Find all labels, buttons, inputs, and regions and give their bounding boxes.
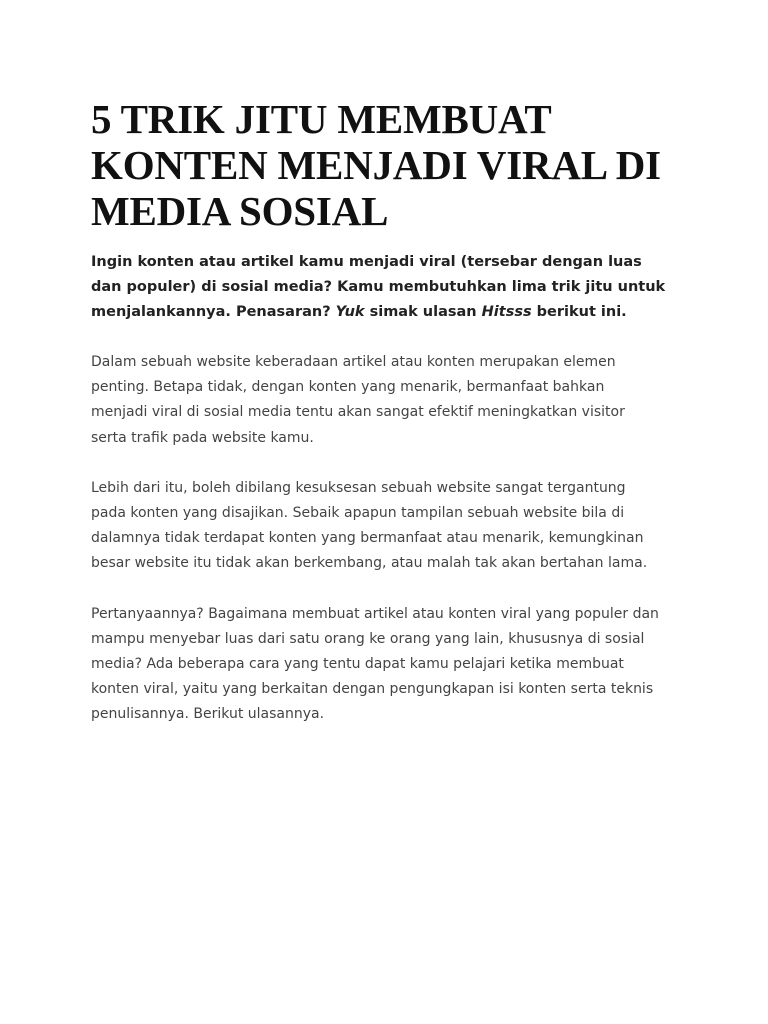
paragraph-line: mampu menyebar luas dari satu orang ke orang yang lain, khususnya di sosial bbox=[91, 630, 645, 647]
paragraph-line: penulisannya. Berikut ulasannya. bbox=[91, 706, 325, 723]
paragraph-line: serta trafik pada website kamu. bbox=[91, 429, 314, 446]
lead-line: Ingin konten atau artikel kamu menjadi viral (tersebar dengan luas bbox=[91, 254, 642, 270]
paragraph-line: menjadi viral di sosial media tentu akan sangat efektif meningkatkan visitor bbox=[91, 404, 625, 421]
article-title bbox=[91, 96, 701, 234]
paragraph-line: pada konten yang disajikan. Sebaik apapun tampilan sebuah website bila di bbox=[91, 505, 625, 522]
body-paragraph-3 bbox=[91, 602, 701, 728]
lead-text: menjalankannya. Penasaran? bbox=[91, 304, 336, 320]
lead-paragraph bbox=[91, 250, 701, 325]
paragraph-line: Pertanyaannya? Bagaimana membuat artikel atau konten viral yang populer dan bbox=[91, 605, 659, 622]
title-line: 5 TRIK JITU MEMBUAT bbox=[91, 96, 552, 142]
paragraph-line: Lebih dari itu, boleh dibilang kesuksesan sebuah website sangat tergantung bbox=[91, 479, 626, 496]
lead-emphasis-yuk: Yuk bbox=[335, 304, 365, 320]
body-paragraph-2 bbox=[91, 476, 701, 577]
body-paragraph-1 bbox=[91, 350, 701, 451]
title-line: MEDIA SOSIAL bbox=[91, 188, 389, 234]
lead-line bbox=[91, 300, 701, 325]
paragraph-line: besar website itu tidak akan berkembang, atau malah tak akan bertahan lama. bbox=[91, 555, 648, 572]
paragraph-line: dalamnya tidak terdapat konten yang bermanfaat atau menarik, kemungkinan bbox=[91, 530, 644, 547]
title-line: KONTEN MENJADI VIRAL DI bbox=[91, 142, 661, 188]
paragraph-line: konten viral, yaitu yang berkaitan dengan pengungkapan isi konten serta teknis bbox=[91, 681, 654, 698]
paragraph-line: penting. Betapa tidak, dengan konten yang menarik, bermanfaat bahkan bbox=[91, 379, 605, 396]
paragraph-line: Dalam sebuah website keberadaan artikel atau konten merupakan elemen bbox=[91, 354, 616, 370]
lead-text: berikut ini. bbox=[531, 304, 627, 320]
lead-line: dan populer) di sosial media? Kamu membutuhkan lima trik jitu untuk bbox=[91, 279, 666, 295]
article-body bbox=[91, 96, 701, 728]
lead-text: simak ulasan bbox=[364, 304, 482, 320]
paragraph-line: media? Ada beberapa cara yang tentu dapat kamu pelajari ketika membuat bbox=[91, 656, 624, 673]
lead-emphasis-hitsss: Hitsss bbox=[481, 304, 532, 320]
